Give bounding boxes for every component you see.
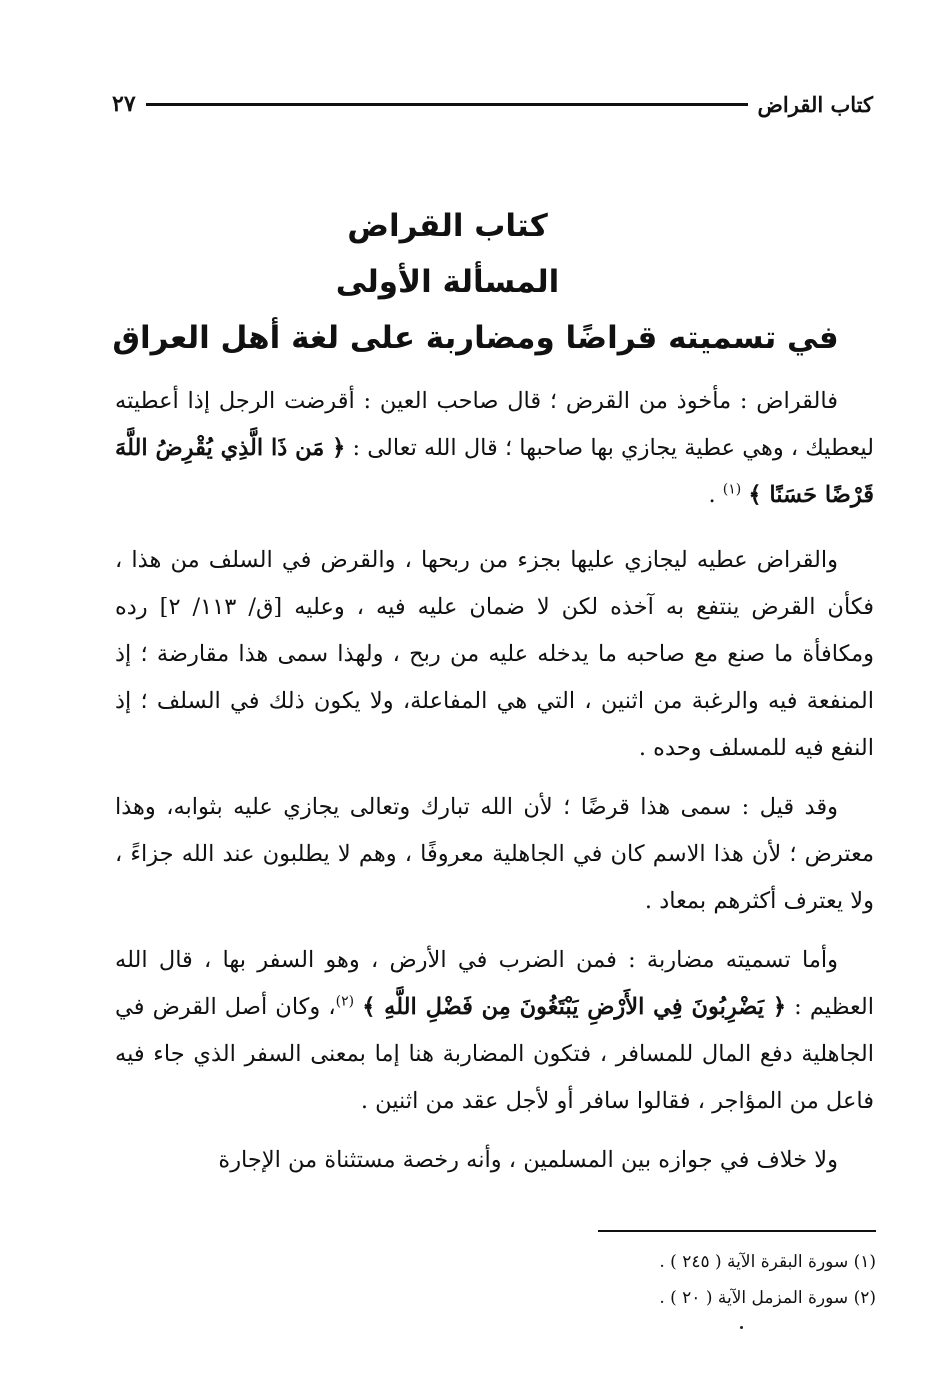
paragraph-mudaraba <box>115 937 874 1125</box>
main-text <box>115 378 874 1196</box>
section-subtitle: في تسميته قراضًا ومضاربة على لغة أهل العراق <box>112 320 839 356</box>
quran-verse: ﴿ يَضْرِبُونَ فِي الأَرْضِ يَبْتَغُونَ مِن فَضْلِ اللَّهِ ﴾ <box>362 994 787 1020</box>
book-title: كتاب القراض <box>347 208 548 244</box>
footnote-2: (٢) سورة المزمل الآية ( ٢٠ ) . <box>659 1288 876 1308</box>
running-header <box>112 86 873 122</box>
paragraph-permissibility: ولا خلاف في جوازه بين المسلمين ، وأنه رخصة مستثناة من الإجارة <box>218 1147 838 1173</box>
chapter-headings <box>0 198 951 366</box>
paragraph-qirad: والقراض عطيه ليجازي عليها بجزء من ربحها ، والقرض في السلف من هذا ، فكأن القرض ينتفع به آخذه لكن لا ضمان عليه فيه ، وعليه [ق/ ١١٣/ ٢] رده ومكافأة ما صنع مع صاحبه ما يدخله عليه من ربح ، ولهذا سمى هذا مقارضة ؛ إذ المنفعة فيه والرغبة من اثنين ، التي هي المفاعلة، ولا يكون ذلك في السلف ؛ إذ النفع فيه للمسلف وحده . <box>115 547 874 761</box>
footnote-ref-1[interactable]: (١) <box>722 481 742 498</box>
quran-verse: ﴿ مَن ذَا الَّذِي يُقْرِضُ اللَّهَ قَرْضًا حَسَنًا ﴾ <box>115 435 874 508</box>
paragraph-naming: وقد قيل : سمى هذا قرضًا ؛ لأن الله تبارك وتعالى يجازي عليه بثوابه، وهذا معترض ؛ لأن هذا الاسم كان في الجاهلية معروفًا ، وهم لا يطلبون عند الله جزاءً ، ولا يعترف أكثرهم بمعاد . <box>115 794 874 914</box>
page-number: ٢٧ <box>112 91 136 117</box>
paragraph-end: . <box>708 482 723 508</box>
header-rule <box>146 103 748 106</box>
footnote-rule <box>598 1230 876 1232</box>
footnote-1: (١) سورة البقرة الآية ( ٢٤٥ ) . <box>659 1252 876 1272</box>
footnotes <box>456 1244 876 1316</box>
footnote-ref-2[interactable]: (٢) <box>335 993 355 1010</box>
running-title: كتاب القراض <box>757 91 873 117</box>
paragraph-definition <box>115 378 874 519</box>
paragraph-text: ، وكان أصل القرض في الجاهلية دفع المال للمسافر ، فتكون المضاربة هنا إما بمعنى السفر الذي جاء فيه فاعل من المؤاجر ، فقالوا سافر أو لأجل عقد من اثنين . <box>115 994 874 1114</box>
section-title: المسألة الأولى <box>335 264 560 300</box>
paragraph-text: فالقراض : مأخوذ من القرض ؛ قال صاحب العين : أقرضت الرجل إذا أعطيته ليعطيك ، وهي عطية يجازي بها صاحبها ؛ قال الله تعالى : <box>115 388 875 461</box>
paragraph-text: وأما تسميته مضاربة : فمن الضرب في الأرض ، وهو السفر بها ، قال الله العظيم : <box>115 947 875 1020</box>
print-dot <box>740 1326 743 1329</box>
